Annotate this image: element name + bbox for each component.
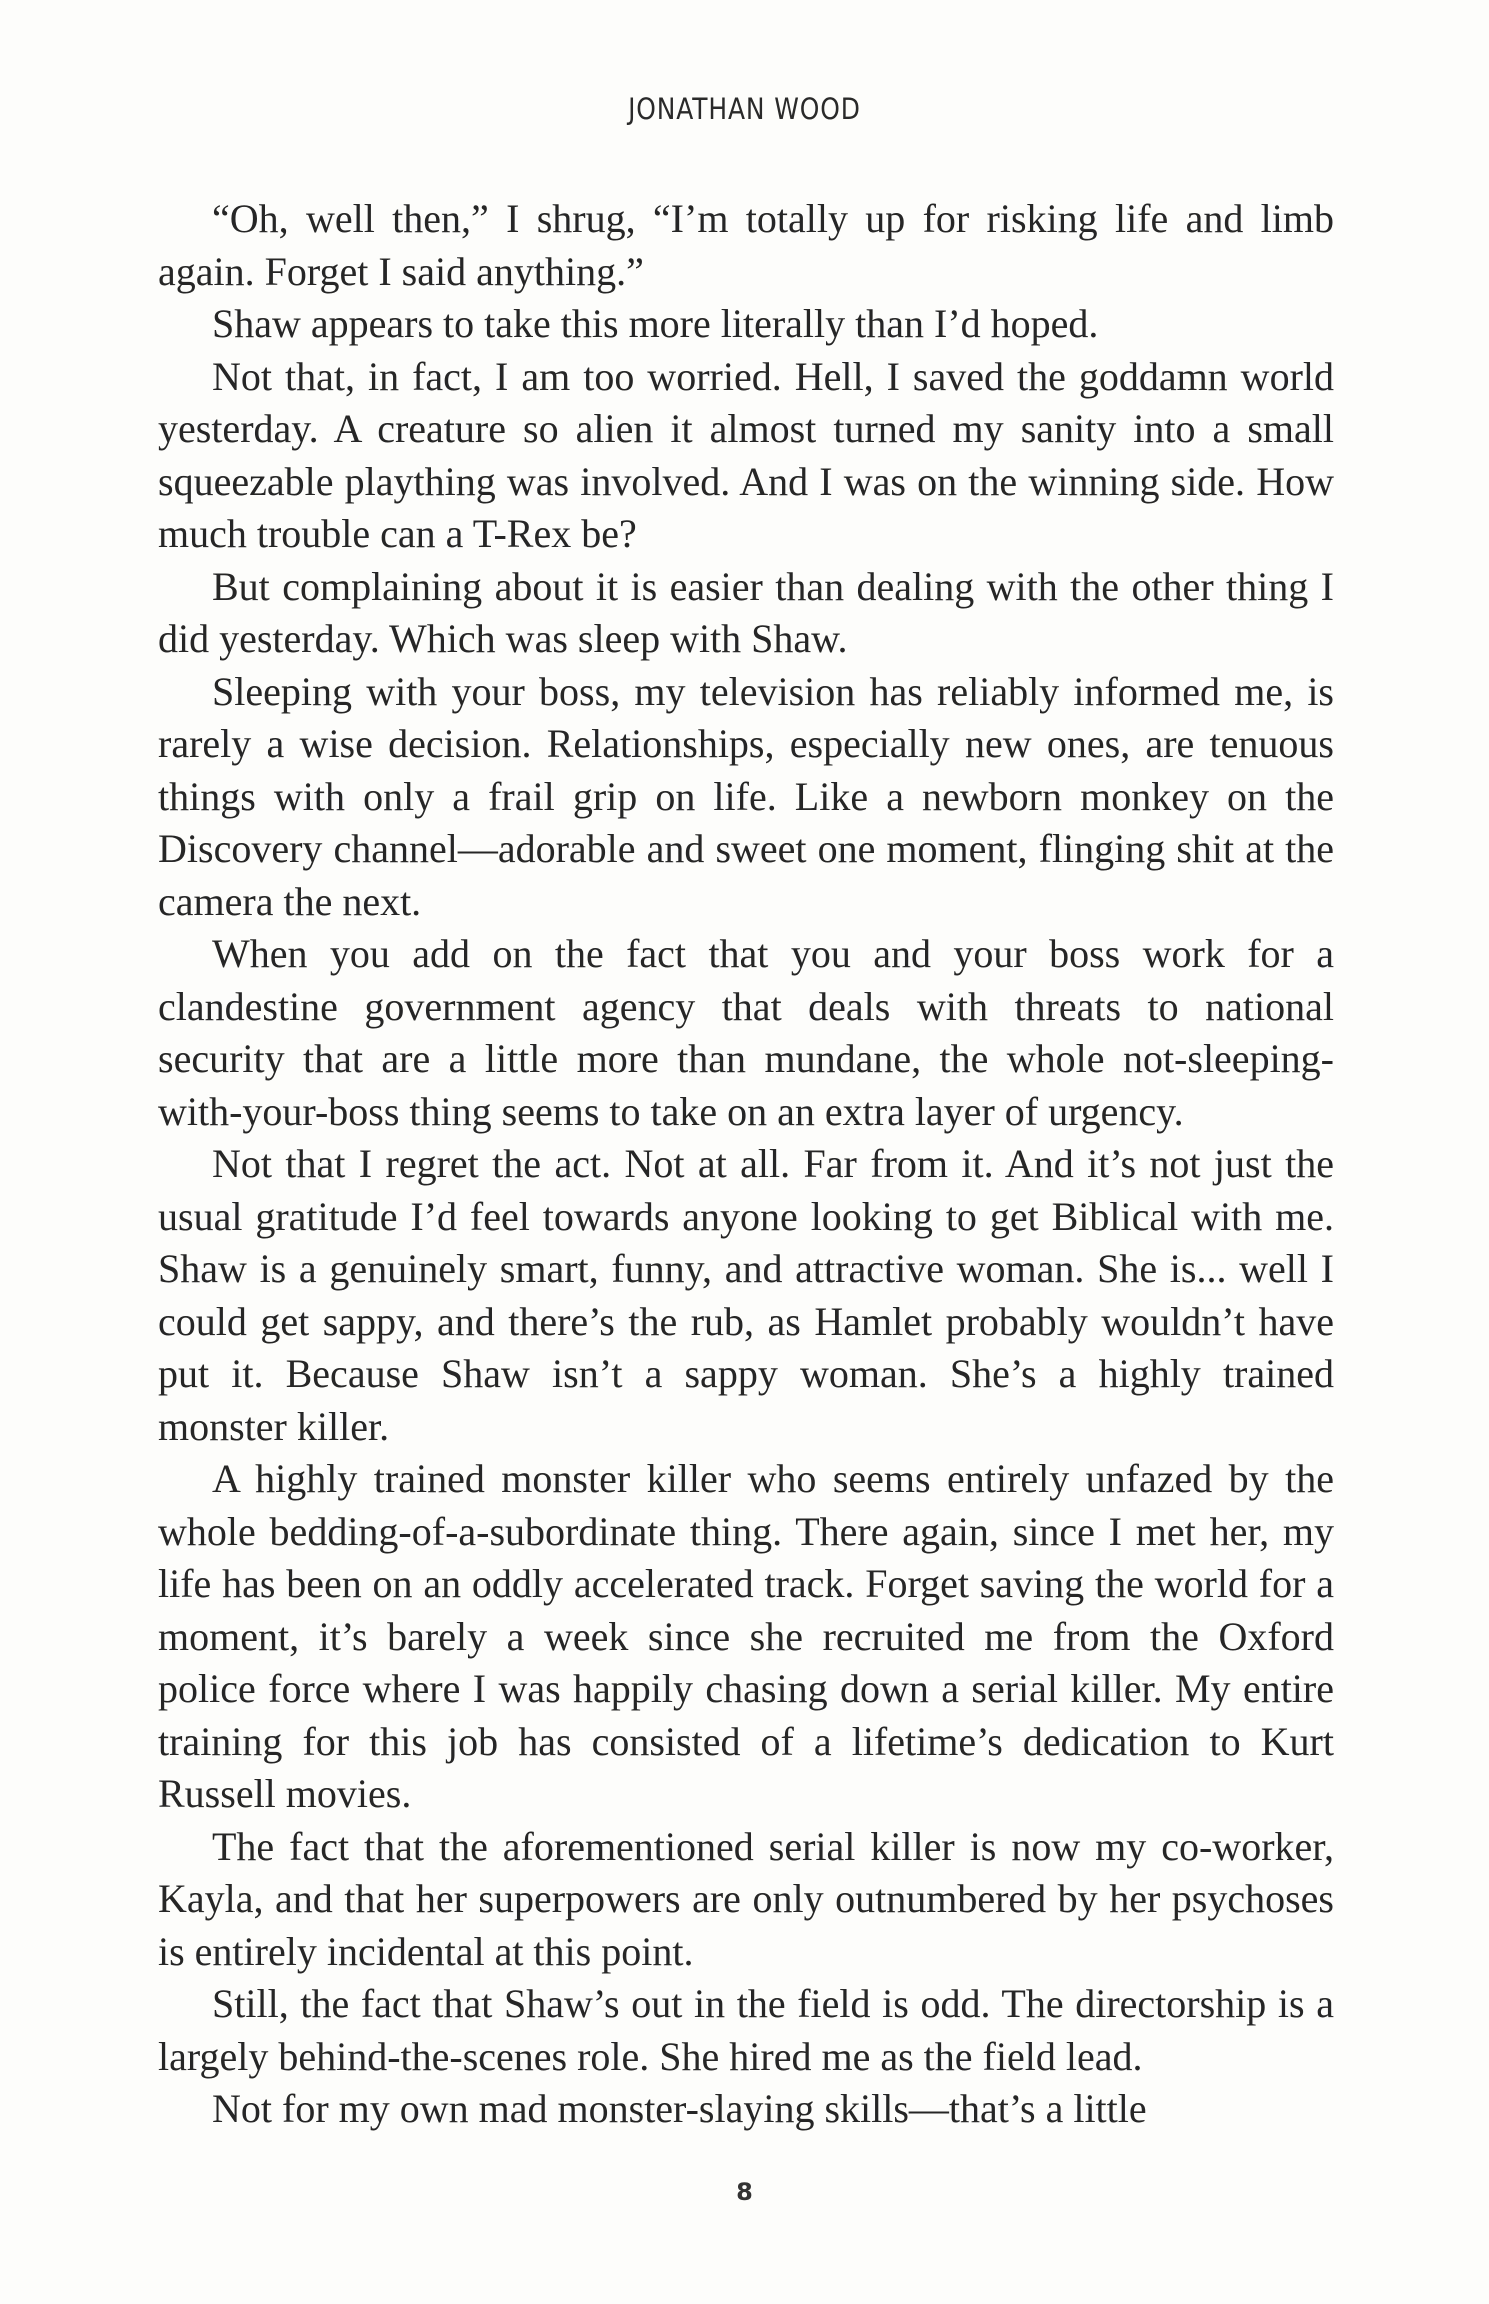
paragraph: But complaining about it is easier than dealing with the other thing I did yesterday. Which was sleep with Shaw. (158, 563, 1334, 661)
page-number: 8 (736, 2178, 753, 2206)
paragraph: Not for my own mad monster-slaying skills—that’s a little (212, 2086, 1147, 2131)
paragraph: Not that I regret the act. Not at all. Far from it. And it’s not just the usual gratitude I’d feel towards anyone looking to get Biblical with me. Shaw is a genuinely smart, funny, and attractive woman. She is... well I could get sappy, and there’s the rub, as Hamlet probably wouldn’t have put it. Because Shaw isn’t a sappy woman. She’s a highly trained monster killer. (158, 1141, 1334, 1449)
body-text (158, 193, 1334, 2136)
paragraph: Still, the fact that Shaw’s out in the field is odd. The directorship is a largely behind-the-scenes role. She hired me as the field lead. (158, 1981, 1334, 2079)
paragraph: Sleeping with your boss, my television has reliably informed me, is rarely a wise decision. Relationships, especially new ones, are tenuous things with only a frail grip on life. Like a newborn monkey on the Discovery channel—adorable and sweet one moment, flinging shit at the camera the next. (158, 668, 1334, 924)
paragraph: Shaw appears to take this more literally than I’d hoped. (212, 301, 1099, 346)
paragraph: “Oh, well then,” I shrug, “I’m totally up for risking life and limb again. Forget I said anything.” (158, 196, 1334, 294)
paragraph: The fact that the aforementioned serial killer is now my co-worker, Kayla, and that her superpowers are only outnumbered by her psychoses is entirely incidental at this point. (158, 1823, 1334, 1974)
paragraph: When you add on the fact that you and your boss work for a clandestine government agency that deals with threats to national security that are a little more than mundane, the whole not-sleeping-with-your-boss thing seems to take on an extra layer of urgency. (158, 931, 1334, 1134)
running-head: JONATHAN WOOD (628, 92, 861, 126)
paragraph: A highly trained monster killer who seems entirely unfazed by the whole bedding-of-a-subordinate thing. There again, since I met her, my life has been on an oddly accelerated track. Forget saving the world for a moment, it’s barely a week since she recruited me from the Oxford police force where I was happily chasing down a serial killer. My entire training for this job has consisted of a lifetime’s dedication to Kurt Russell movies. (158, 1456, 1334, 1816)
paragraph: Not that, in fact, I am too worried. Hell, I saved the goddamn world yesterday. A creature so alien it almost turned my sanity into a small squeezable plaything was involved. And I was on the winning side. How much trouble can a T-Rex be? (158, 353, 1334, 556)
